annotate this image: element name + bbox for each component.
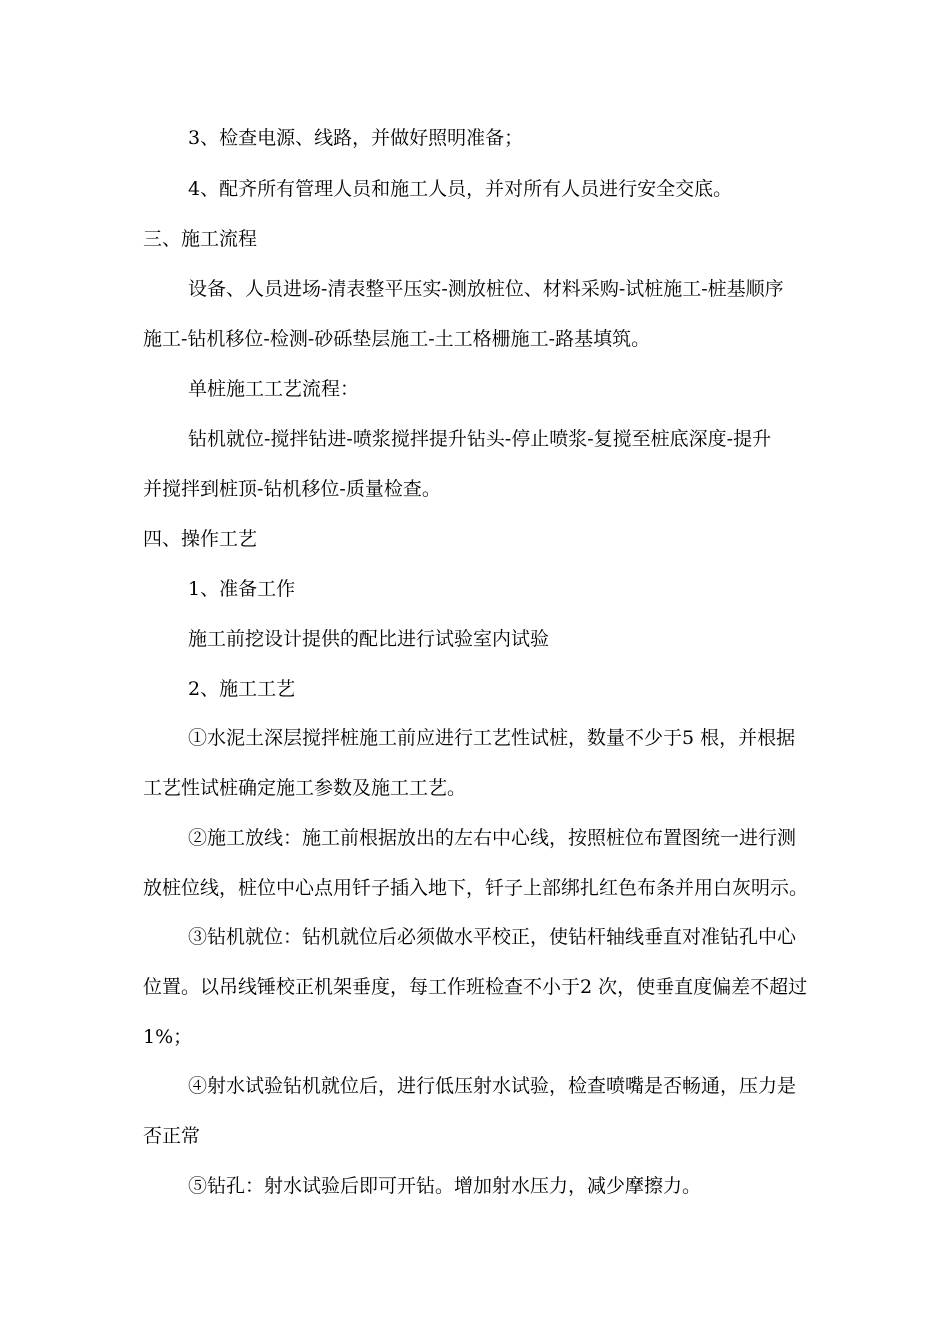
step-3-line-2: 位置。以吊线锤校正机架垂度，每工作班检查不小于2 次，使垂直度偏差不超过 bbox=[143, 976, 808, 998]
item-3-power-check: 3、检查电源、线路，并做好照明准备； bbox=[188, 127, 524, 149]
section-heading-3: 三、施工流程 bbox=[143, 228, 258, 250]
step-2-line-1: ②施工放线：施工前根据放出的左右中心线，按照桩位布置图统一进行测 bbox=[188, 827, 797, 849]
preparation-text: 施工前挖设计提供的配比进行试验室内试验 bbox=[188, 628, 550, 650]
step-2-line-2: 放桩位线，桩位中心点用钎子插入地下，钎子上部绑扎红色布条并用白灰明示。 bbox=[143, 877, 809, 899]
single-pile-flow-line-1: 钻机就位-搅拌钻进-喷浆搅拌提升钻头-停止喷浆-复搅至桩底深度-提升 bbox=[188, 428, 772, 450]
step-3-line-3: 1%； bbox=[143, 1026, 193, 1048]
process-flow-line-1: 设备、人员进场-清表整平压实-测放桩位、材料采购-试桩施工-桩基顺序 bbox=[188, 278, 784, 300]
single-pile-flow-line-2: 并搅拌到桩顶-钻机移位-质量检查。 bbox=[143, 478, 441, 500]
process-flow-line-2: 施工-钻机移位-检测-砂砾垫层施工-土工格栅施工-路基填筑。 bbox=[143, 328, 651, 350]
subheading-construction-process: 2、施工工艺 bbox=[188, 678, 296, 700]
step-1-line-2: 工艺性试桩确定施工参数及施工工艺。 bbox=[143, 777, 467, 799]
section-heading-4: 四、操作工艺 bbox=[143, 528, 258, 550]
single-pile-flow-heading: 单桩施工工艺流程： bbox=[188, 378, 360, 400]
step-1-line-1: ①水泥土深层搅拌桩施工前应进行工艺性试桩，数量不少于5 根，并根据 bbox=[188, 727, 796, 749]
step-5-line-1: ⑤钻孔：射水试验后即可开钻。增加射水压力，减少摩擦力。 bbox=[188, 1175, 702, 1197]
item-4-staff-briefing: 4、配齐所有管理人员和施工人员，并对所有人员进行安全交底。 bbox=[188, 178, 733, 200]
step-3-line-1: ③钻机就位：钻机就位后必须做水平校正，使钻杆轴线垂直对准钻孔中心 bbox=[188, 926, 797, 948]
step-4-line-1: ④射水试验钻机就位后，进行低压射水试验，检查喷嘴是否畅通，压力是 bbox=[188, 1075, 797, 1097]
step-4-line-2: 否正常 bbox=[143, 1125, 201, 1147]
subheading-preparation: 1、准备工作 bbox=[188, 578, 296, 600]
